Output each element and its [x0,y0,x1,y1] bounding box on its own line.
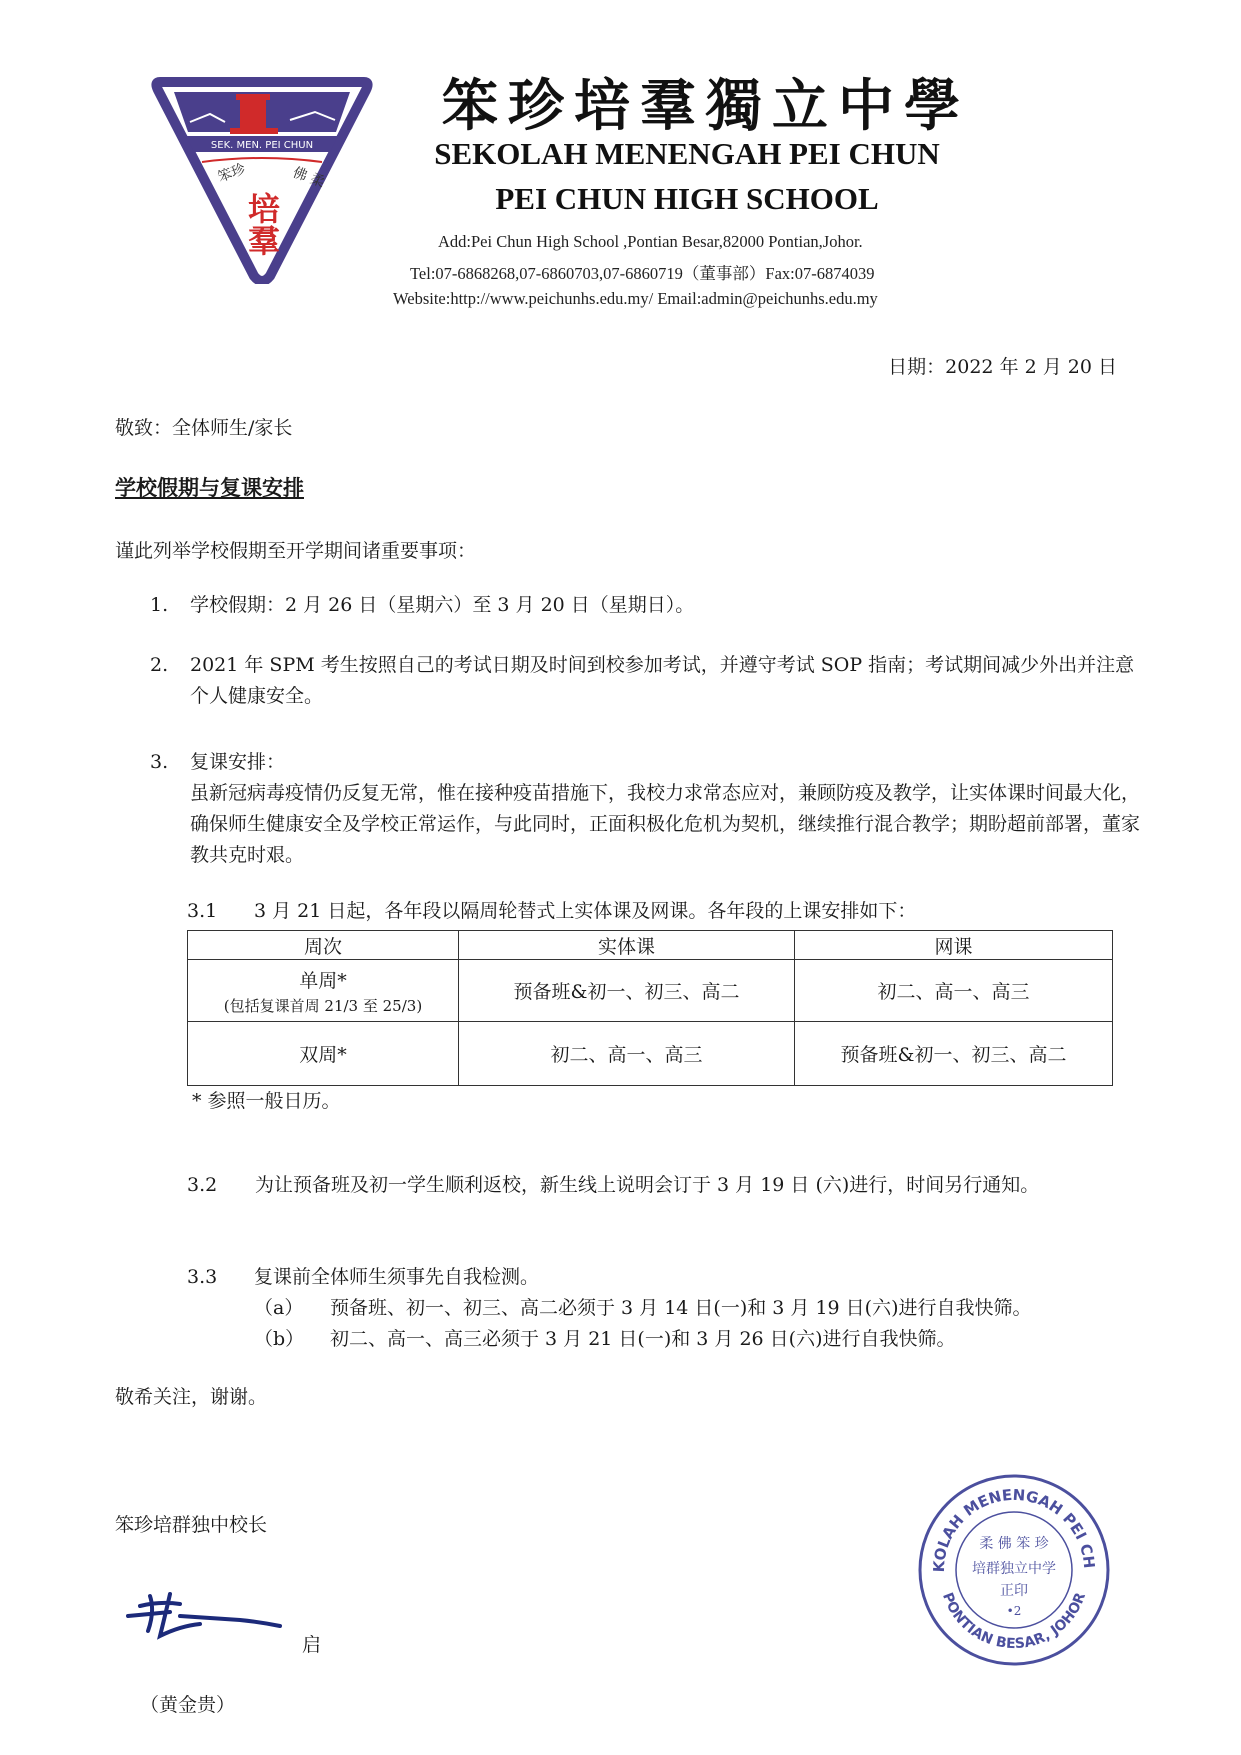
svg-text:SEKOLAH MENENGAH PEI CHUN: KOLAH MENENGAH PEI CH [929,1485,1099,1573]
school-phone-fax: Tel:07-6868268,07-6860703,07-6860719（董事部）Fax:07-6874039 [410,264,875,283]
item-spm: 2021 年 SPM 考生按照自己的考试日期及时间到校参加考试，并遵守考试 SOP 指南；考试期间减少外出并注意个人健康安全。 [190,654,1135,707]
signer-title: 笨珍培群独中校长 [115,1514,268,1536]
table-cell-online: 初二、高一、高三 [795,960,1113,1022]
letter-closing: 敬希关注，谢谢。 [115,1386,268,1408]
week-note: (包括复课首周 21/3 至 25/3) [223,996,423,1015]
section-number: 3.3 [187,1266,218,1288]
school-stamp [914,1470,1114,1670]
sub-item-label: （a） [254,1297,304,1319]
table-cell-physical: 初二、高一、高三 [459,1022,795,1086]
item-number: 3. [150,751,169,773]
sub-item-label: （b） [254,1328,305,1350]
week-label: 单周* [299,969,347,992]
svg-text:培羣: 培羣 [243,192,281,256]
svg-text:•2: •2 [1006,1604,1022,1618]
svg-text:正印: 正印 [1000,1583,1028,1599]
table-cell-physical: 预备班&初一、初三、高二 [459,960,795,1022]
letter-recipient: 敬致：全体师生/家长 [115,417,293,439]
svg-text:PONTIAN BESAR, JOHOR: PONTIAN BESAR, JOHOR [939,1590,1089,1653]
table-row [188,960,1113,1022]
item-number: 2. [150,654,169,676]
section-3-3-text: 复课前全体师生须事先自我检测。 [254,1266,540,1288]
letter-date: 日期：2022 年 2 月 20 日 [888,356,1117,378]
school-address: Add:Pei Chun High School ,Pontian Besar,82000 Pontian,Johor. [438,232,863,251]
letter-subject: 学校假期与复课安排 [115,475,304,500]
item-resume-title: 复课安排： [190,751,286,773]
section-number: 3.1 [187,900,218,922]
table-header: 网课 [795,931,1113,960]
section-3-2-text: 为让预备班及初一学生顺利返校，新生线上说明会订于 3 月 19 日 (六)进行，时间另行通知。 [255,1174,1040,1196]
sub-item-b: 初二、高一、高三必须于 3 月 21 日(一)和 3 月 26 日(六)进行自我快筛。 [330,1328,956,1350]
svg-text:佛 柔: 佛 柔 [290,164,327,191]
table-row [188,1022,1113,1086]
school-logo [150,72,374,284]
schedule-table [187,930,1113,1086]
table-header-row [188,931,1113,960]
table-footnote: * 参照一般日历。 [192,1090,341,1112]
svg-text:SEK. MEN. PEI CHUN: SEK. MEN. PEI CHUN [210,140,314,151]
handwritten-signature [120,1586,290,1646]
svg-text:培群独立中学: 培群独立中学 [972,1561,1056,1577]
table-cell-online: 预备班&初一、初三、高二 [795,1022,1113,1086]
item-number: 1. [150,594,169,616]
item-holiday: 学校假期：2 月 26 日（星期六）至 3 月 20 日（星期日）。 [190,594,695,616]
table-cell-week [188,960,459,1022]
svg-text:笨珍: 笨珍 [215,161,248,186]
table-header: 周次 [188,931,459,960]
table-header: 实体课 [459,931,795,960]
svg-text:柔 佛 笨 珍: 柔 佛 笨 珍 [979,1536,1049,1552]
letter-intro: 谨此列举学校假期至开学期间诸重要事项： [115,540,477,562]
section-number: 3.2 [187,1174,218,1196]
school-name-chinese: 笨珍培羣獨立中學 [442,73,970,139]
school-website-email: Website:http://www.peichunhs.edu.my/ Email:admin@peichunhs.edu.my [393,289,878,308]
table-cell-week: 双周* [188,1022,459,1086]
signature-qi: 启 [302,1634,322,1656]
sub-item-a: 预备班、初一、初三、高二必须于 3 月 14 日(一)和 3 月 19 日(六)进行自我快筛。 [330,1297,1032,1319]
item-resume-body: 虽新冠病毒疫情仍反复无常，惟在接种疫苗措施下，我校力求常态应对，兼顾防疫及教学，让实体课时间最大化，确保师生健康安全及学校正常运作，与此同时，正面积极化危机为契机，继续推行混合教学；期盼超前部署，董家教共克时艰。 [190,782,1141,866]
signer-name: （黄金贵） [140,1694,236,1716]
school-name-english: PEI CHUN HIGH SCHOOL [495,181,879,216]
section-3-1-text: 3 月 21 日起，各年段以隔周轮替式上实体课及网课。各年段的上课安排如下： [254,900,917,922]
school-name-malay: SEKOLAH MENENGAH PEI CHUN [434,136,940,171]
